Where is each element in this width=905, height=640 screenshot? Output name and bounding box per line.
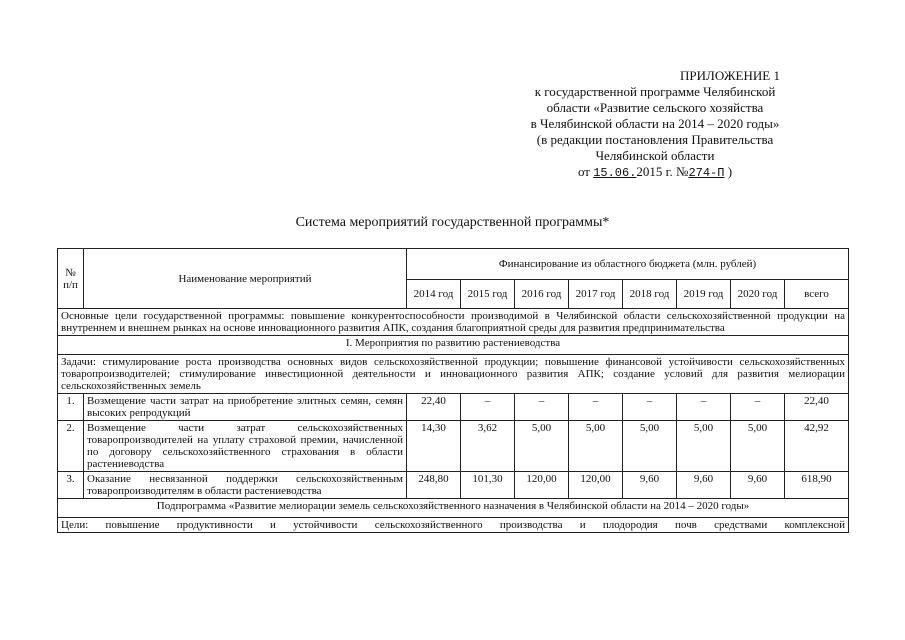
row-value: 120,00	[515, 472, 569, 499]
row-measure-name: Возмещение части затрат на приобретение элитных семян, семян высоких репродукций	[84, 394, 407, 421]
row-value: 3,62	[461, 421, 515, 472]
year-header: 2017 год	[569, 280, 623, 309]
row-total: 42,92	[785, 421, 849, 472]
row-value: –	[677, 394, 731, 421]
date-value: 15.06.	[593, 166, 637, 180]
date-year: 2015 г. №	[636, 164, 689, 179]
table-row	[58, 472, 849, 499]
appendix-title: ПРИЛОЖЕНИЕ 1	[680, 68, 780, 83]
row-number: 1.	[58, 394, 84, 421]
row-number: 2.	[58, 421, 84, 472]
measures-table	[57, 248, 849, 533]
resolution-number: 274-П	[688, 166, 725, 180]
column-header-funding: Финансирование из областного бюджета (млн. рублей)	[407, 249, 849, 280]
row-value: –	[731, 394, 785, 421]
row-value: 5,00	[515, 421, 569, 472]
subprogram-heading: Подпрограмма «Развитие мелиорации земель сельскохозяйственного назначения в Челябинской области на 2014 – 2020 годы»	[58, 499, 849, 518]
total-header: всего	[785, 280, 849, 309]
close-paren: )	[727, 164, 733, 179]
row-value: –	[515, 394, 569, 421]
row-value: 120,00	[569, 472, 623, 499]
row-value: 5,00	[623, 421, 677, 472]
row-value: –	[461, 394, 515, 421]
appendix-line: к государственной программе Челябинской	[534, 84, 776, 99]
table-row	[58, 421, 849, 472]
row-value: 5,00	[677, 421, 731, 472]
section-heading: I. Мероприятия по развитию растениеводства	[58, 336, 849, 355]
row-value: 248,80	[407, 472, 461, 499]
date-prefix: от	[577, 164, 590, 179]
row-measure-name: Оказание несвязанной поддержки сельскохозяйственным товаропроизводителям в области растениеводства	[84, 472, 407, 499]
appendix-line: в Челябинской области на 2014 – 2020 годы»	[530, 116, 780, 131]
row-value: –	[623, 394, 677, 421]
year-header: 2019 год	[677, 280, 731, 309]
appendix-line: (в редакции постановления Правительства	[536, 132, 774, 147]
row-value: 22,40	[407, 394, 461, 421]
appendix-line: области «Развитие сельского хозяйства	[546, 100, 764, 115]
row-value: 9,60	[677, 472, 731, 499]
program-goals: Основные цели государственной программы: повышение конкурентоспособности производимой в Челябинской области сельскохозяйственной продукции на внутреннем и внешнем рынках на основе инновационного развития АПК, создания благоприятной среды для развития предпринимательства	[58, 309, 849, 336]
appendix-header	[475, 68, 835, 181]
table-row	[58, 394, 849, 421]
row-value: –	[569, 394, 623, 421]
row-measure-name: Возмещение части затрат сельскохозяйственных товаропроизводителей на уплату страховой премии, начисленной по договору сельскохозяйственного страхования в области растениеводства	[84, 421, 407, 472]
column-header-name: Наименование мероприятий	[84, 249, 407, 309]
section-tasks: Задачи: стимулирование роста производства основных видов сельскохозяйственной продукции; повышение финансовой устойчивости сельскохозяйственных товаропроизводителей; стимулирование инвестиционной деятельности и инновационного развития АПК; создание условий для развития мелиорации сельскохозяйственных земель	[58, 355, 849, 394]
subprogram-goals: Цели: повышение продуктивности и устойчивости сельскохозяйственного производства и плодородия почв средствами комплексной	[58, 518, 849, 533]
row-value: 14,30	[407, 421, 461, 472]
year-header: 2014 год	[407, 280, 461, 309]
year-header: 2015 год	[461, 280, 515, 309]
row-total: 618,90	[785, 472, 849, 499]
row-value: 101,30	[461, 472, 515, 499]
row-value: 9,60	[623, 472, 677, 499]
row-total: 22,40	[785, 394, 849, 421]
year-header: 2020 год	[731, 280, 785, 309]
row-value: 5,00	[731, 421, 785, 472]
row-value: 9,60	[731, 472, 785, 499]
column-header-number: № п/п	[58, 249, 84, 309]
year-header: 2018 год	[623, 280, 677, 309]
year-header: 2016 год	[515, 280, 569, 309]
row-number: 3.	[58, 472, 84, 499]
document-title: Система мероприятий государственной программы*	[295, 215, 610, 230]
row-value: 5,00	[569, 421, 623, 472]
appendix-line: Челябинской области	[595, 148, 715, 163]
appendix-date-line	[475, 164, 835, 181]
